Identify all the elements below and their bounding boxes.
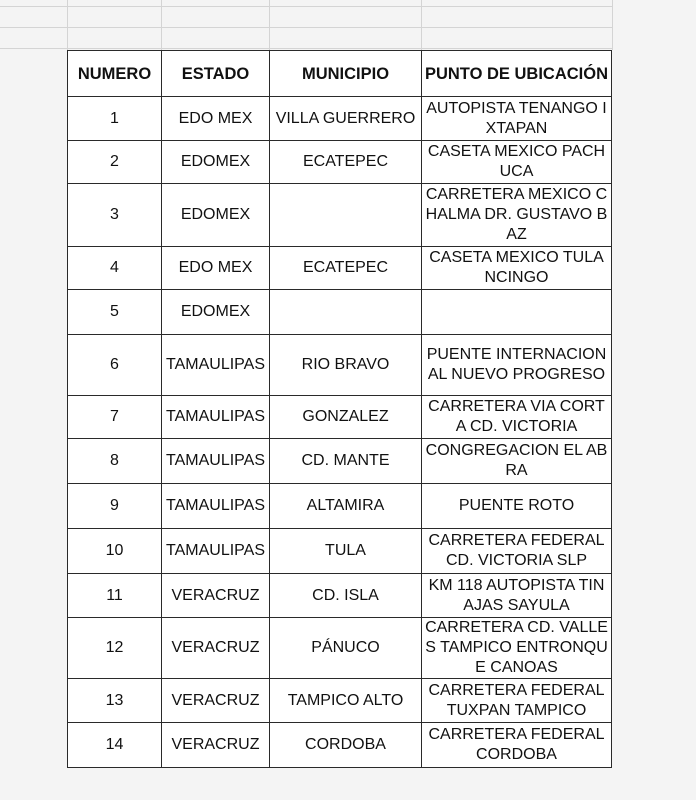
cell-estado[interactable]: EDO MEX	[162, 247, 270, 290]
cell-municipio[interactable]: TAMPICO ALTO	[270, 679, 422, 723]
cell-punto[interactable]: CARRETERA VIA CORTA CD. VICTORIA	[422, 396, 612, 439]
cell-punto[interactable]: CASETA MEXICO PACHUCA	[422, 141, 612, 184]
cell-numero[interactable]: 13	[68, 679, 162, 723]
cell-estado[interactable]: TAMAULIPAS	[162, 484, 270, 529]
cell-punto[interactable]: CARRETERA FEDERAL CD. VICTORIA SLP	[422, 529, 612, 574]
cell-municipio[interactable]: CD. MANTE	[270, 439, 422, 484]
cell-numero[interactable]: 1	[68, 97, 162, 141]
cell-municipio[interactable]: CORDOBA	[270, 723, 422, 768]
table-row	[68, 679, 612, 723]
table-row	[68, 484, 612, 529]
header-estado[interactable]: ESTADO	[162, 51, 270, 97]
cell-municipio[interactable]: PÁNUCO	[270, 618, 422, 679]
cell-estado[interactable]: VERACRUZ	[162, 723, 270, 768]
cell-municipio[interactable]	[270, 184, 422, 247]
cell-estado[interactable]: EDOMEX	[162, 141, 270, 184]
cell-estado[interactable]: VERACRUZ	[162, 618, 270, 679]
cell-numero[interactable]: 6	[68, 335, 162, 396]
cell-municipio[interactable]: CD. ISLA	[270, 574, 422, 618]
cell-punto[interactable]	[422, 290, 612, 335]
cell-estado[interactable]: EDOMEX	[162, 184, 270, 247]
cell-municipio[interactable]: ALTAMIRA	[270, 484, 422, 529]
table-row	[68, 574, 612, 618]
table-row	[68, 184, 612, 247]
cell-punto[interactable]: CASETA MEXICO TULANCINGO	[422, 247, 612, 290]
table-row	[68, 529, 612, 574]
table-row	[68, 335, 612, 396]
cell-estado[interactable]: EDO MEX	[162, 97, 270, 141]
cell-numero[interactable]: 11	[68, 574, 162, 618]
cell-punto[interactable]: PUENTE INTERNACIONAL NUEVO PROGRESO	[422, 335, 612, 396]
cell-estado[interactable]: EDOMEX	[162, 290, 270, 335]
cell-estado[interactable]: TAMAULIPAS	[162, 529, 270, 574]
table-row	[68, 247, 612, 290]
table-row	[68, 618, 612, 679]
cell-municipio[interactable]: TULA	[270, 529, 422, 574]
cell-numero[interactable]: 2	[68, 141, 162, 184]
cell-municipio[interactable]: ECATEPEC	[270, 247, 422, 290]
table-row	[68, 723, 612, 768]
cell-numero[interactable]: 10	[68, 529, 162, 574]
cell-punto[interactable]: AUTOPISTA TENANGO IXTAPAN	[422, 97, 612, 141]
cell-estado[interactable]: TAMAULIPAS	[162, 335, 270, 396]
header-municipio[interactable]: MUNICIPIO	[270, 51, 422, 97]
cell-numero[interactable]: 8	[68, 439, 162, 484]
cell-municipio[interactable]: GONZALEZ	[270, 396, 422, 439]
cell-numero[interactable]: 4	[68, 247, 162, 290]
cell-estado[interactable]: VERACRUZ	[162, 574, 270, 618]
cell-punto[interactable]: CARRETERA MEXICO CHALMA DR. GUSTAVO BAZ	[422, 184, 612, 247]
cell-municipio[interactable]: RIO BRAVO	[270, 335, 422, 396]
cell-numero[interactable]: 3	[68, 184, 162, 247]
table-row	[68, 439, 612, 484]
table-row	[68, 290, 612, 335]
cell-punto[interactable]: CARRETERA FEDERAL TUXPAN TAMPICO	[422, 679, 612, 723]
cell-punto[interactable]: CARRETERA FEDERAL CORDOBA	[422, 723, 612, 768]
header-punto-de-ubicacion[interactable]: PUNTO DE UBICACIÓN	[422, 51, 612, 97]
header-row	[68, 51, 612, 97]
header-numero[interactable]: NUMERO	[68, 51, 162, 97]
cell-numero[interactable]: 12	[68, 618, 162, 679]
table-row	[68, 141, 612, 184]
cell-estado[interactable]: TAMAULIPAS	[162, 439, 270, 484]
cell-punto[interactable]: PUENTE ROTO	[422, 484, 612, 529]
table-row	[68, 396, 612, 439]
cell-municipio[interactable]	[270, 290, 422, 335]
locations-table	[67, 50, 612, 768]
cell-numero[interactable]: 7	[68, 396, 162, 439]
cell-estado[interactable]: VERACRUZ	[162, 679, 270, 723]
cell-numero[interactable]: 14	[68, 723, 162, 768]
cell-punto[interactable]: KM 118 AUTOPISTA TINAJAS SAYULA	[422, 574, 612, 618]
cell-municipio[interactable]: VILLA GUERRERO	[270, 97, 422, 141]
cell-numero[interactable]: 5	[68, 290, 162, 335]
cell-punto[interactable]: CARRETERA CD. VALLES TAMPICO ENTRONQUE CANOAS	[422, 618, 612, 679]
cell-numero[interactable]: 9	[68, 484, 162, 529]
cell-estado[interactable]: TAMAULIPAS	[162, 396, 270, 439]
cell-punto[interactable]: CONGREGACION EL ABRA	[422, 439, 612, 484]
cell-municipio[interactable]: ECATEPEC	[270, 141, 422, 184]
table-row	[68, 97, 612, 141]
